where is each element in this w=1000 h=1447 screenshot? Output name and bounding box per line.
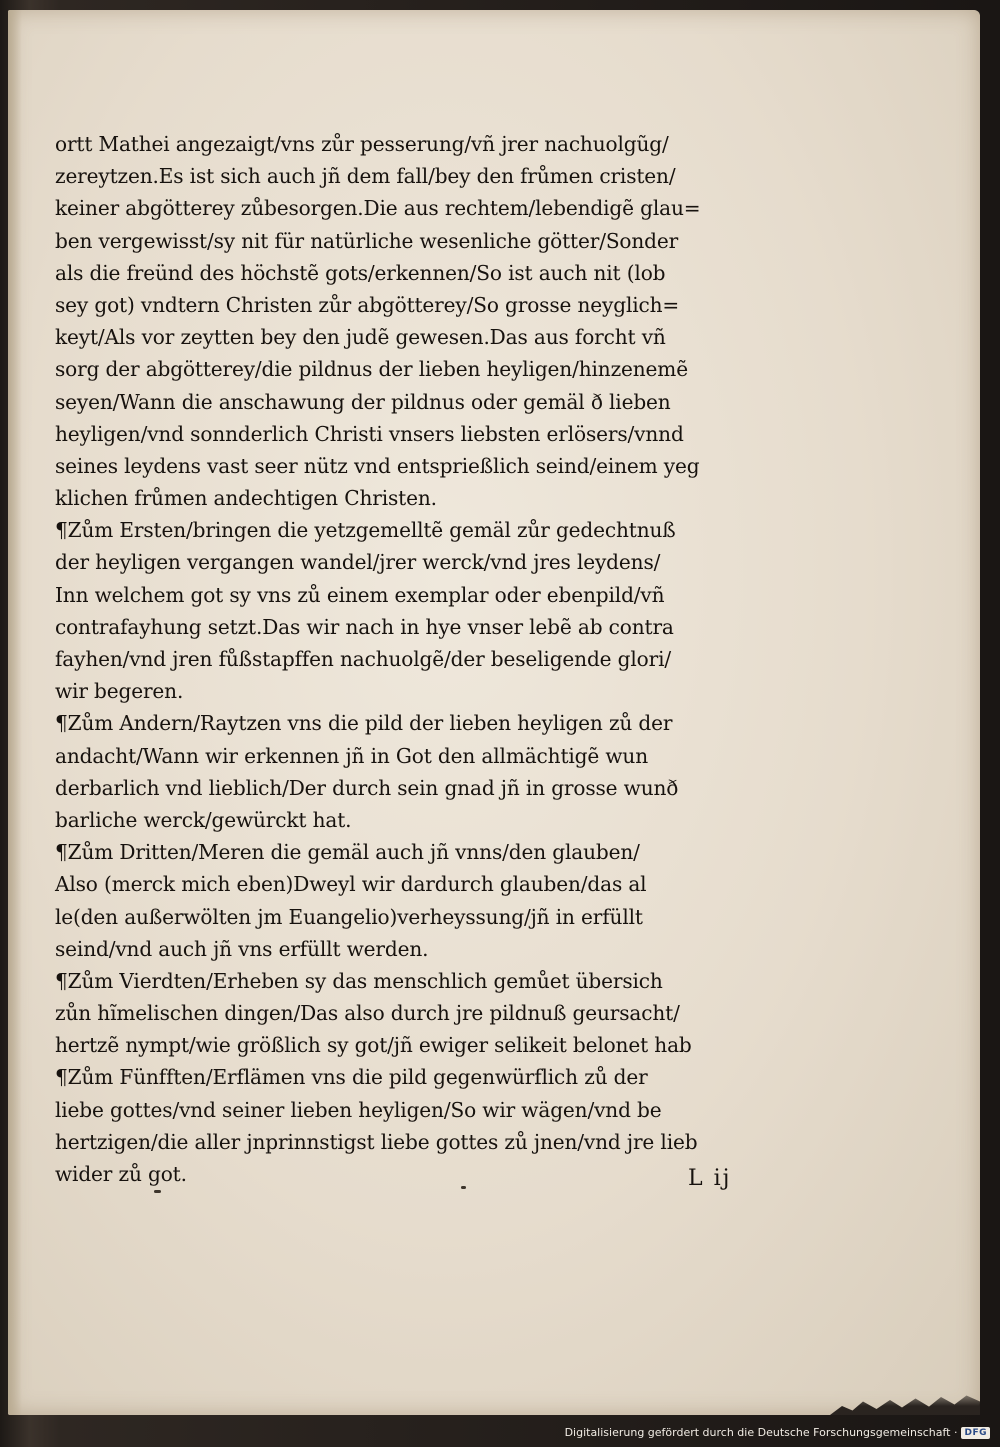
- text-line: wider zů got.: [55, 1162, 187, 1186]
- text-line: contrafayhung setzt.Das wir nach in hye vnser lebẽ ab contra: [55, 614, 674, 639]
- ink-blot: [154, 1190, 161, 1193]
- text-line: keyt/Als vor zeytten bey den judẽ gewesen.Das aus forcht vñ: [55, 325, 666, 350]
- text-line: Also (merck mich eben)Dweyl wir dardurch glauben/das al: [55, 872, 647, 897]
- text-line: Inn welchem got sy vns zů einem exemplar oder ebenpild/vñ: [55, 582, 665, 607]
- digitization-credit: [565, 1426, 990, 1439]
- dfg-logo: DFG: [961, 1427, 990, 1439]
- ink-blot: [461, 1186, 466, 1189]
- text-line: seines leydens vast seer nütz vnd entsprießlich seind/einem yeg: [55, 453, 700, 478]
- page-text-block: [55, 128, 815, 1190]
- text-line: ortt Mathei angezaigt/vns zůr pesserung/vñ jrer nachuolgũg/: [55, 132, 669, 156]
- text-line: le(den außerwölten jm Euangelio)verheyssung/jñ in erfüllt: [55, 904, 643, 929]
- text-line: barliche werck/gewürckt hat.: [55, 807, 352, 832]
- credit-text: Digitalisierung gefördert durch die Deutsche Forschungsgemeinschaft ·: [564, 1426, 958, 1439]
- text-line: keiner abgötterey zůbesorgen.Die aus rechtem/lebendigẽ glau=: [55, 196, 701, 221]
- text-line: andacht/Wann wir erkennen jñ in Got den allmächtigẽ wun: [55, 743, 649, 768]
- text-line: zůn hĩmelischen dingen/Das also durch jre pildnuß geursacht/: [55, 1001, 680, 1026]
- text-line: seyen/Wann die anschawung der pildnus oder gemäl ð lieben: [55, 389, 671, 414]
- text-line: seind/vnd auch jñ vns erfüllt werden.: [55, 936, 429, 961]
- text-line: sorg der abgötterey/die pildnus der lieben heyligen/hinzenemẽ: [55, 357, 688, 382]
- text-line: als die freünd des höchstẽ gots/erkennen/So ist auch nit (lob: [55, 260, 666, 285]
- torn-page-corner: [830, 1385, 980, 1415]
- signature-mark: L ij: [688, 1166, 732, 1191]
- text-line: hertzẽ nympt/wie größlich sy got/jñ ewiger selikeit belonet hab: [55, 1033, 692, 1058]
- text-line: zereytzen.Es ist sich auch jñ dem fall/bey den frůmen cristen/: [55, 164, 676, 189]
- text-line: klichen frůmen andechtigen Christen.: [55, 486, 437, 511]
- text-line: der heyligen vergangen wandel/jrer werck/vnd jres leydens/: [55, 550, 661, 575]
- paragraph-first-line: ¶Zům Fünfften/Erflämen vns die pild gegenwürflich zů der: [55, 1065, 648, 1090]
- text-line: liebe gottes/vnd seiner lieben heyligen/So wir wägen/vnd be: [55, 1097, 662, 1122]
- paragraph-first-line: ¶Zům Ersten/bringen die yetzgemelltẽ gemäl zůr gedechtnuß: [55, 518, 676, 543]
- paragraph-first-line: ¶Zům Vierdten/Erheben sy das menschlich gemůet übersich: [55, 968, 663, 993]
- text-line: sey got) vndtern Christen zůr abgötterey/So grosse neyglich=: [55, 292, 680, 317]
- text-line: wir begeren.: [55, 679, 184, 704]
- text-line: ben vergewisst/sy nit für natürliche wesenliche götter/Sonder: [55, 228, 679, 253]
- paragraph-first-line: ¶Zům Andern/Raytzen vns die pild der lieben heyligen zů der: [55, 711, 673, 736]
- text-line: derbarlich vnd lieblich/Der durch sein gnad jñ in grosse wunð: [55, 775, 679, 800]
- page-gutter-edge: [8, 10, 22, 1415]
- text-line: fayhen/vnd jren fůßstapffen nachuolgẽ/der beseligende glori/: [55, 647, 671, 671]
- text-line: hertzigen/die aller jnprinnstigst liebe gottes zů jnen/vnd jre lieb: [55, 1129, 698, 1154]
- paragraph-first-line: ¶Zům Dritten/Meren die gemäl auch jñ vnns/den glauben/: [55, 840, 640, 865]
- text-line: heyligen/vnd sonnderlich Christi vnsers liebsten erlösers/vnnd: [55, 421, 684, 446]
